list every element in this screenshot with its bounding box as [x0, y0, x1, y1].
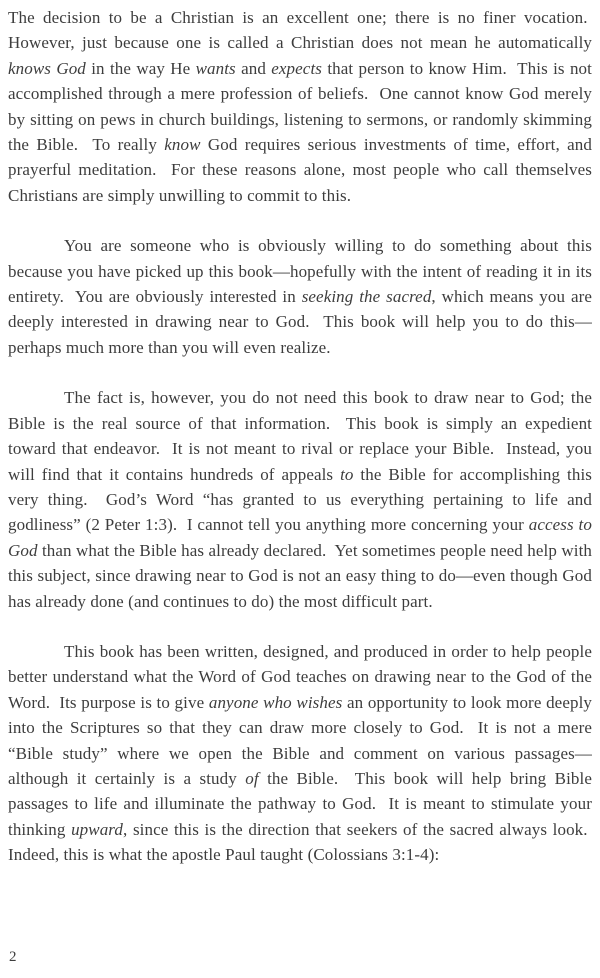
text-run: , which means you are deeply interested in drawing near to God. This book will help you to do this—perhaps much more than you will even realize.: [8, 287, 592, 357]
text-run: This book has been written, designed, and produced in order to help people better understand what the Word of God teaches on drawing near to the God of the Word. Its purpose is to give: [8, 641, 592, 712]
text-run: and: [235, 58, 272, 78]
italic-text-run: expects: [271, 58, 322, 78]
text-run: the Bible. This book will help bring Bible passages to life and illuminate the pathway to God. It is meant to stimulate your thinking: [8, 768, 592, 839]
paragraph: [8, 639, 592, 868]
italic-text-run: wants: [195, 58, 236, 78]
text-run: the Bible for accomplishing this very thing. God’s Word “has granted to us everything pertaining to life and godliness” (2 Peter 1:3). I cannot tell you anything more concerning your: [8, 464, 592, 535]
italic-text-run: knows God: [8, 58, 86, 78]
italic-text-run: upward: [71, 819, 123, 839]
text-run: The fact is, however, you do not need this book to draw near to God; the Bible is the real source of that information. This book is simply an expedient toward that endeavor. It is not meant to rival or replace your Bible. Instead, you will find that it contains hundreds of appeals: [8, 388, 592, 484]
text-run: an opportunity to look more deeply into the Scriptures so that they can draw more closely to God. It is not a mere “Bible study” where we open the Bible and comment on various passages—although it certainly is a study: [8, 692, 592, 788]
text-run: The decision to be a Christian is an excellent one; there is no finer vocation. However, just because one is called a Christian does not mean he automatically: [8, 8, 592, 53]
body-text: [8, 5, 592, 868]
text-run: God requires serious investments of time, effort, and prayerful meditation. For these reasons alone, most people who call themselves Christians are simply unwilling to commit to this.: [8, 135, 592, 205]
text-run: You are someone who is obviously willing to do something about this because you have picked up this book—hopefully with the intent of reading it in its entirety. You are obviously interested in: [8, 236, 592, 307]
text-run: in the way He: [85, 58, 196, 78]
italic-text-run: of: [245, 768, 259, 788]
page-number: 2: [9, 949, 17, 965]
text-run: that person to know Him. This is not accomplished through a mere profession of beliefs. One cannot know God merely by sitting on pews in church buildings, listening to sermons, or randomly skimming the Bible. To really: [8, 58, 592, 155]
paragraph: [8, 5, 592, 208]
italic-text-run: access to God: [8, 515, 592, 560]
italic-text-run: seeking the sacred: [301, 287, 432, 307]
italic-text-run: know: [164, 135, 201, 155]
italic-text-run: to: [340, 464, 354, 484]
text-run: , since this is the direction that seekers of the sacred always look. Indeed, this is what the apostle Paul taught (Colossians 3:1-4):: [8, 819, 592, 865]
italic-text-run: anyone who wishes: [208, 692, 343, 712]
text-run: than what the Bible has already declared. Yet sometimes people need help with this subject, since drawing near to God is not an easy thing to do—even though God has already done (and continues to do) the most difficult part.: [8, 540, 592, 611]
paragraph: [8, 233, 592, 360]
paragraph: [8, 385, 592, 614]
